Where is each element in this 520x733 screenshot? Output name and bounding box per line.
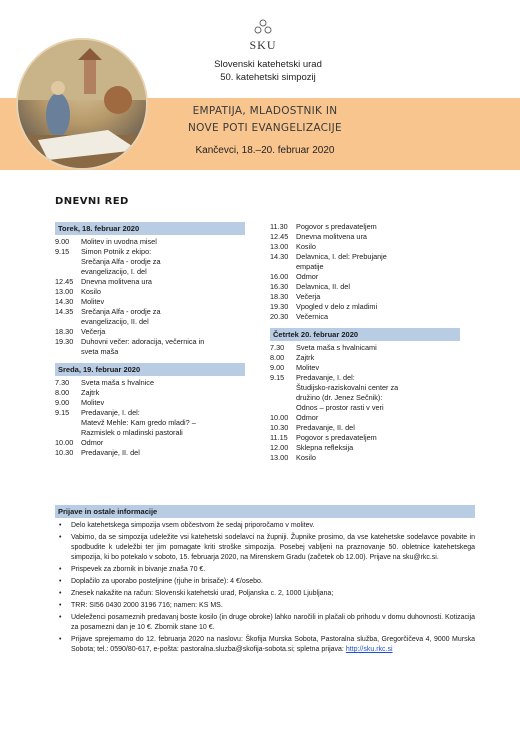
schedule-row xyxy=(55,408,245,418)
info-item: • Prispevek za zbornik in bivanje znaša 70 €. xyxy=(55,565,475,575)
info-item: • Vabimo, da se simpozija udeležite vsi katehetski sodelavci na župniji. Župnike prosimo, da vse katehetske sodelavce povabite in spodbudite k udeležbi ter jim pomagate kriti stroške simpozija. Posebej vabljeni na praznovanje 50. obletnice katehetskega simpozija, ki bo potekalo v soboto, 15. februarja 2020, na Mirenskem Gradu (začetek ob 12.00). Prijave na sku@rkc.si. xyxy=(55,533,475,563)
schedule-row xyxy=(270,222,460,232)
schedule-row xyxy=(55,327,245,337)
schedule-description: Kosilo xyxy=(296,242,316,251)
day-heading: Sreda, 19. februar 2020 xyxy=(55,363,245,376)
schedule-time: 7.30 xyxy=(55,378,70,387)
schedule-time xyxy=(55,428,81,438)
registration-text: Prijave sprejemamo do 12. februarja 2020 na naslovu: Škofija Murska Sobota, Pastoralna služba, Gregorčičeva 4, 9000 Murska Sobota; tel.: 0590/80-617, e-pošta: pastoralna.sluzba@skofija-sobota.si; spletna prijava: xyxy=(71,636,475,653)
schedule-row xyxy=(270,373,460,383)
schedule-description: Predavanje, II. del xyxy=(81,448,140,457)
schedule-description: Sklepna refleksija xyxy=(296,443,354,452)
schedule-time xyxy=(270,403,296,413)
schedule-description: evangelizacijo, I. del xyxy=(81,267,147,276)
schedule-description: sveta maša xyxy=(81,347,119,356)
schedule-description: Zajtrk xyxy=(81,388,100,397)
schedule-description: Kosilo xyxy=(81,287,101,296)
schedule-description: Študijsko-raziskovalni center za xyxy=(296,383,399,392)
schedule-time: 13.00 xyxy=(270,453,289,462)
schedule-row xyxy=(270,262,460,272)
schedule-description: Odmor xyxy=(296,413,319,422)
schedule-time xyxy=(55,317,81,327)
day-heading: Torek, 18. februar 2020 xyxy=(55,222,245,235)
schedule-row xyxy=(55,438,245,448)
schedule-row xyxy=(55,317,245,327)
schedule-time: 14.35 xyxy=(55,307,74,316)
schedule-time xyxy=(55,257,81,267)
logo-text: SKU xyxy=(249,38,277,52)
day-items-wednesday xyxy=(55,378,245,458)
schedule-description: Zajtrk xyxy=(296,353,315,362)
schedule-time: 20.30 xyxy=(270,312,289,321)
info-item: • TRR: SI56 0430 2000 3196 716; namen: KS MS. xyxy=(55,601,475,611)
schedule-time: 16.00 xyxy=(270,272,289,281)
schedule-row xyxy=(270,312,460,322)
info-list xyxy=(55,521,475,655)
header xyxy=(0,0,520,175)
schedule-description: Odmor xyxy=(81,438,104,447)
schedule-time xyxy=(270,383,296,393)
schedule-row xyxy=(270,302,460,312)
schedule-time: 8.00 xyxy=(55,388,70,397)
schedule-description: Predavanje, II. del xyxy=(296,423,355,432)
schedule-row xyxy=(270,363,460,373)
schedule-time xyxy=(55,267,81,277)
schedule-time: 11.15 xyxy=(270,433,288,442)
schedule-row xyxy=(270,282,460,292)
schedule-description: Delavnica, I. del: Prebujanje xyxy=(296,252,387,261)
schedule-row xyxy=(55,388,245,398)
schedule-time xyxy=(55,347,81,357)
schedule-time: 13.00 xyxy=(55,287,74,296)
schedule-description: Molitev xyxy=(81,297,105,306)
schedule-row xyxy=(270,252,460,262)
day-items-tuesday xyxy=(55,237,245,357)
theme-title-line1: EMPATIJA, MLADOSTNIK IN xyxy=(192,105,338,117)
schedule-time: 12.45 xyxy=(55,277,74,286)
registration-link[interactable]: http://sku.rkc.si xyxy=(345,646,393,653)
day-items-thursday xyxy=(270,343,460,463)
schedule-row xyxy=(55,448,245,458)
schedule-time: 12.00 xyxy=(270,443,289,452)
info-item: • Udeleženci posameznih predavanj boste kosilo (in druge obroke) lahko naročili in plačali ob prihodu v domu duhovnosti. Kotizacija za posamezni dan je 10 €. Zbornik stane 10 €. xyxy=(55,613,475,633)
schedule-description: Pogovor s predavateljem xyxy=(296,222,377,231)
schedule-description: Večernica xyxy=(296,312,329,321)
schedule-description: Pogovor s predavateljem xyxy=(296,433,377,442)
schedule-row xyxy=(270,413,460,423)
day-heading: Četrtek 20. februar 2020 xyxy=(270,328,460,341)
day-items-wednesday-cont xyxy=(270,222,460,322)
schedule-row xyxy=(55,267,245,277)
schedule-time: 10.30 xyxy=(55,448,74,457)
schedule-description: evangelizacijo, II. del xyxy=(81,317,149,326)
organization-name: Slovenski katehetski urad xyxy=(214,59,322,70)
schedule-description: Razmislek o mladinski pastorali xyxy=(81,428,183,437)
schedule-time: 16.30 xyxy=(270,282,289,291)
info-heading: Prijave in ostale informacije xyxy=(55,505,475,518)
info-item-registration xyxy=(55,635,475,655)
schedule-description: Duhovni večer: adoracija, večernica in xyxy=(81,337,205,346)
schedule-time: 9.15 xyxy=(55,247,70,256)
schedule-time xyxy=(270,262,296,272)
schedule-row xyxy=(270,433,460,443)
schedule-time: 14.30 xyxy=(270,252,289,261)
schedule-time: 9.00 xyxy=(270,363,285,372)
schedule-description: Srečanja Alfa - orodje za xyxy=(81,307,161,316)
schedule-description: Predavanje, I. del: xyxy=(296,373,355,382)
schedule-row xyxy=(55,337,245,347)
painting-illustration xyxy=(18,40,148,170)
place-and-date: Kančevci, 18.–20. februar 2020 xyxy=(195,145,335,156)
schedule-row xyxy=(55,428,245,438)
schedule-row xyxy=(270,443,460,453)
schedule-row xyxy=(55,247,245,257)
schedule-row xyxy=(55,347,245,357)
schedule-time: 10.30 xyxy=(270,423,289,432)
schedule-column-right xyxy=(270,222,460,463)
schedule-row xyxy=(55,378,245,388)
schedule-description: Srečanja Alfa - orodje za xyxy=(81,257,161,266)
schedule-row xyxy=(270,353,460,363)
schedule-time: 13.00 xyxy=(270,242,289,251)
schedule-row xyxy=(55,277,245,287)
schedule-time: 9.15 xyxy=(270,373,285,382)
schedule-description: Simon Potnik z ekipo: xyxy=(81,247,152,256)
schedule-description: empatije xyxy=(296,262,324,271)
schedule-time: 11.30 xyxy=(270,222,288,231)
info-item: • Delo katehetskega simpozija vsem občestvom že sedaj priporočamo v molitev. xyxy=(55,521,475,531)
schedule-description: Predavanje, I. del: xyxy=(81,408,140,417)
schedule-description: Sveta maša s hvalnice xyxy=(81,378,155,387)
schedule-description: Dnevna molitvena ura xyxy=(296,232,367,241)
schedule-time: 18.30 xyxy=(55,327,74,336)
schedule-row xyxy=(270,292,460,302)
schedule-time xyxy=(55,418,81,428)
schedule-time xyxy=(270,393,296,403)
schedule-row xyxy=(55,257,245,267)
schedule-row xyxy=(270,383,460,393)
schedule-description: Molitev xyxy=(296,363,320,372)
schedule-row xyxy=(55,398,245,408)
schedule-description: Vpogled v delo z mladimi xyxy=(296,302,378,311)
schedule-title: DNEVNI RED xyxy=(55,196,129,207)
info-section xyxy=(55,505,475,657)
schedule-row xyxy=(270,343,460,353)
schedule-description: Večerja xyxy=(81,327,106,336)
schedule-time: 12.45 xyxy=(270,232,289,241)
schedule-time: 8.00 xyxy=(270,353,285,362)
schedule-row xyxy=(55,307,245,317)
schedule-time: 9.00 xyxy=(55,398,70,407)
schedule-description: Odnos – prostor rasti v veri xyxy=(296,403,384,412)
schedule-time: 19.30 xyxy=(270,302,289,311)
schedule-row xyxy=(55,297,245,307)
schedule-time: 10.00 xyxy=(270,413,289,422)
info-item: • Doplačilo za uporabo posteljnine (rjuhe in brisače): 4 €/osebo. xyxy=(55,577,475,587)
schedule-description: Molitev in uvodna misel xyxy=(81,237,157,246)
schedule-row xyxy=(270,453,460,463)
schedule-row xyxy=(55,237,245,247)
schedule-time: 7.30 xyxy=(270,343,285,352)
schedule-description: Molitev xyxy=(81,398,105,407)
schedule-row xyxy=(55,418,245,428)
schedule-row xyxy=(270,423,460,433)
schedule-row xyxy=(270,393,460,403)
info-item: • Znesek nakažite na račun: Slovenski katehetski urad, Poljanska c. 2, 1000 Ljubljana; xyxy=(55,589,475,599)
schedule-description: Delavnica, II. del xyxy=(296,282,350,291)
schedule-column-left xyxy=(55,222,245,458)
schedule-time: 9.15 xyxy=(55,408,70,417)
schedule-time: 19.30 xyxy=(55,337,74,346)
schedule-time: 18.30 xyxy=(270,292,289,301)
schedule-description: družino (dr. Jenez Sečnik): xyxy=(296,393,383,402)
schedule-time: 14.30 xyxy=(55,297,74,306)
schedule-time: 10.00 xyxy=(55,438,74,447)
schedule-row xyxy=(270,403,460,413)
schedule-row xyxy=(270,232,460,242)
schedule-row xyxy=(55,287,245,297)
schedule-row xyxy=(270,242,460,252)
schedule-description: Kosilo xyxy=(296,453,316,462)
schedule-description: Odmor xyxy=(296,272,319,281)
schedule-description: Večerja xyxy=(296,292,321,301)
theme-title-line2: NOVE POTI EVANGELIZACIJE xyxy=(188,122,342,134)
schedule-description: Dnevna molitvena ura xyxy=(81,277,152,286)
event-name: 50. katehetski simpozij xyxy=(220,72,316,83)
painting-image xyxy=(16,38,148,170)
schedule-description: Sveta maša s hvalnicami xyxy=(296,343,377,352)
schedule-row xyxy=(270,272,460,282)
schedule-description: Matevž Mehle: Kam gredo mladi? – xyxy=(81,418,196,427)
schedule-time: 9.00 xyxy=(55,237,70,246)
